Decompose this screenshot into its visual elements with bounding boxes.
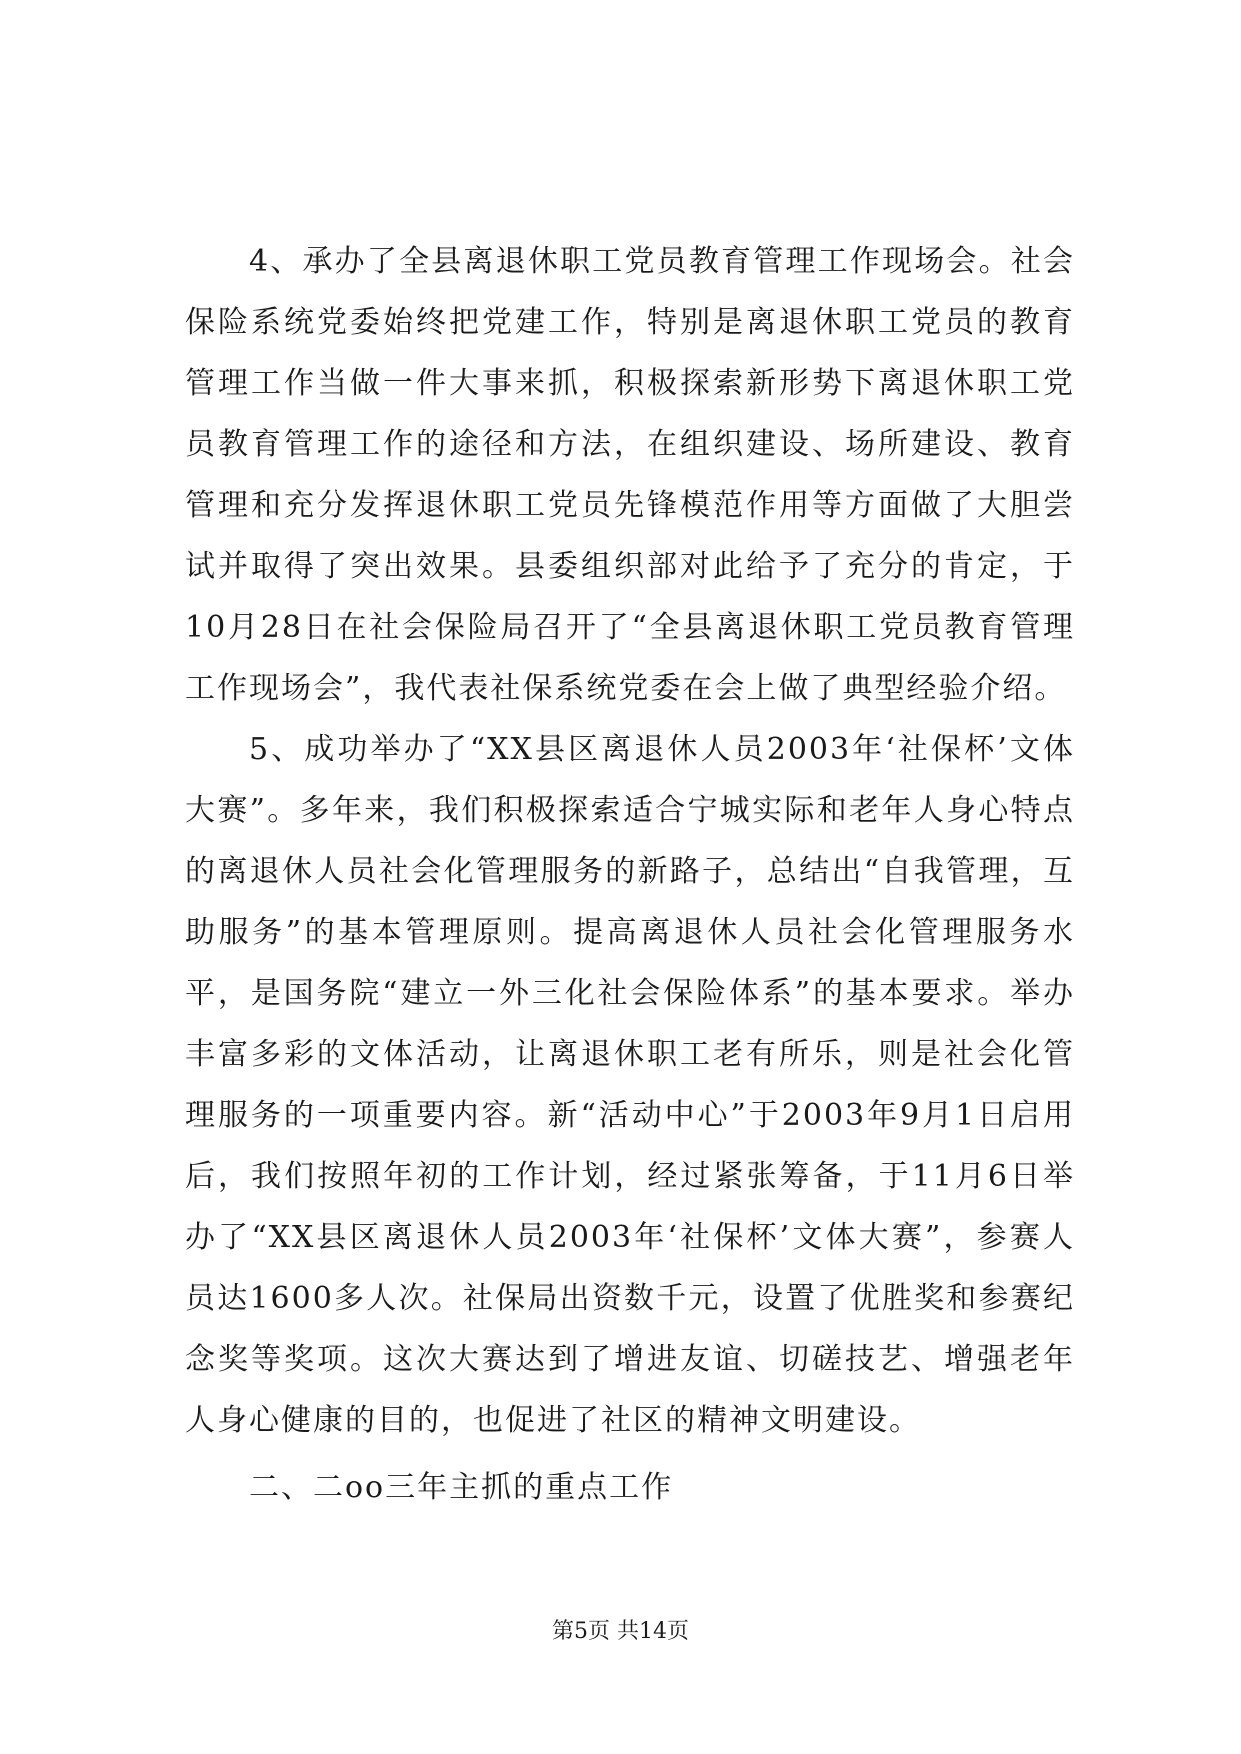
paragraph-item-4: 4、承办了全县离退休职工党员教育管理工作现场会。社会保险系统党委始终把党建工作，特别是离退休职工党员的教育管理工作当做一件大事来抓，积极探索新形势下离退休职工党员教育管理工作的途径和方法，在组织建设、场所建设、教育管理和充分发挥退休职工党员先锋模范作用等方面做了大胆尝试并取得了突出效果。县委组织部对此给予了充分的肯定，于10月28日在社会保险局召开了“全县离退休职工党员教育管理工作现场会”，我代表社保系统党委在会上做了典型经验介绍。 [185,244,1075,706]
page-number-footer: 第5页 共14页 [552,1619,689,1644]
paragraph-item-5: 5、成功举办了“XX县区离退休人员2003年‘社保杯’文体大赛”。多年来，我们积极探索适合宁城实际和老年人身心特点的离退休人员社会化管理服务的新路子，总结出“自我管理，互助服务”的基本管理原则。提高离退休人员社会化管理服务水平，是国务院“建立一外三化社会保险体系”的基本要求。举办丰富多彩的文体活动，让离退休职工老有所乐，则是社会化管理服务的一项重要内容。新“活动中心”于2003年9月1日启用后，我们按照年初的工作计划，经过紧张筹备，于11月6日举办了“XX县区离退休人员2003年‘社保杯’文体大赛”，参赛人员达1600多人次。社保局出资数千元，设置了优胜奖和参赛纪念奖等奖项。这次大赛达到了增进友谊、切磋技艺、增强老年人身心健康的目的，也促进了社区的精神文明建设。 [185,732,1075,1438]
document-body [185,231,1075,1518]
section-heading: 二、二oo三年主抓的重点工作 [249,1470,674,1505]
